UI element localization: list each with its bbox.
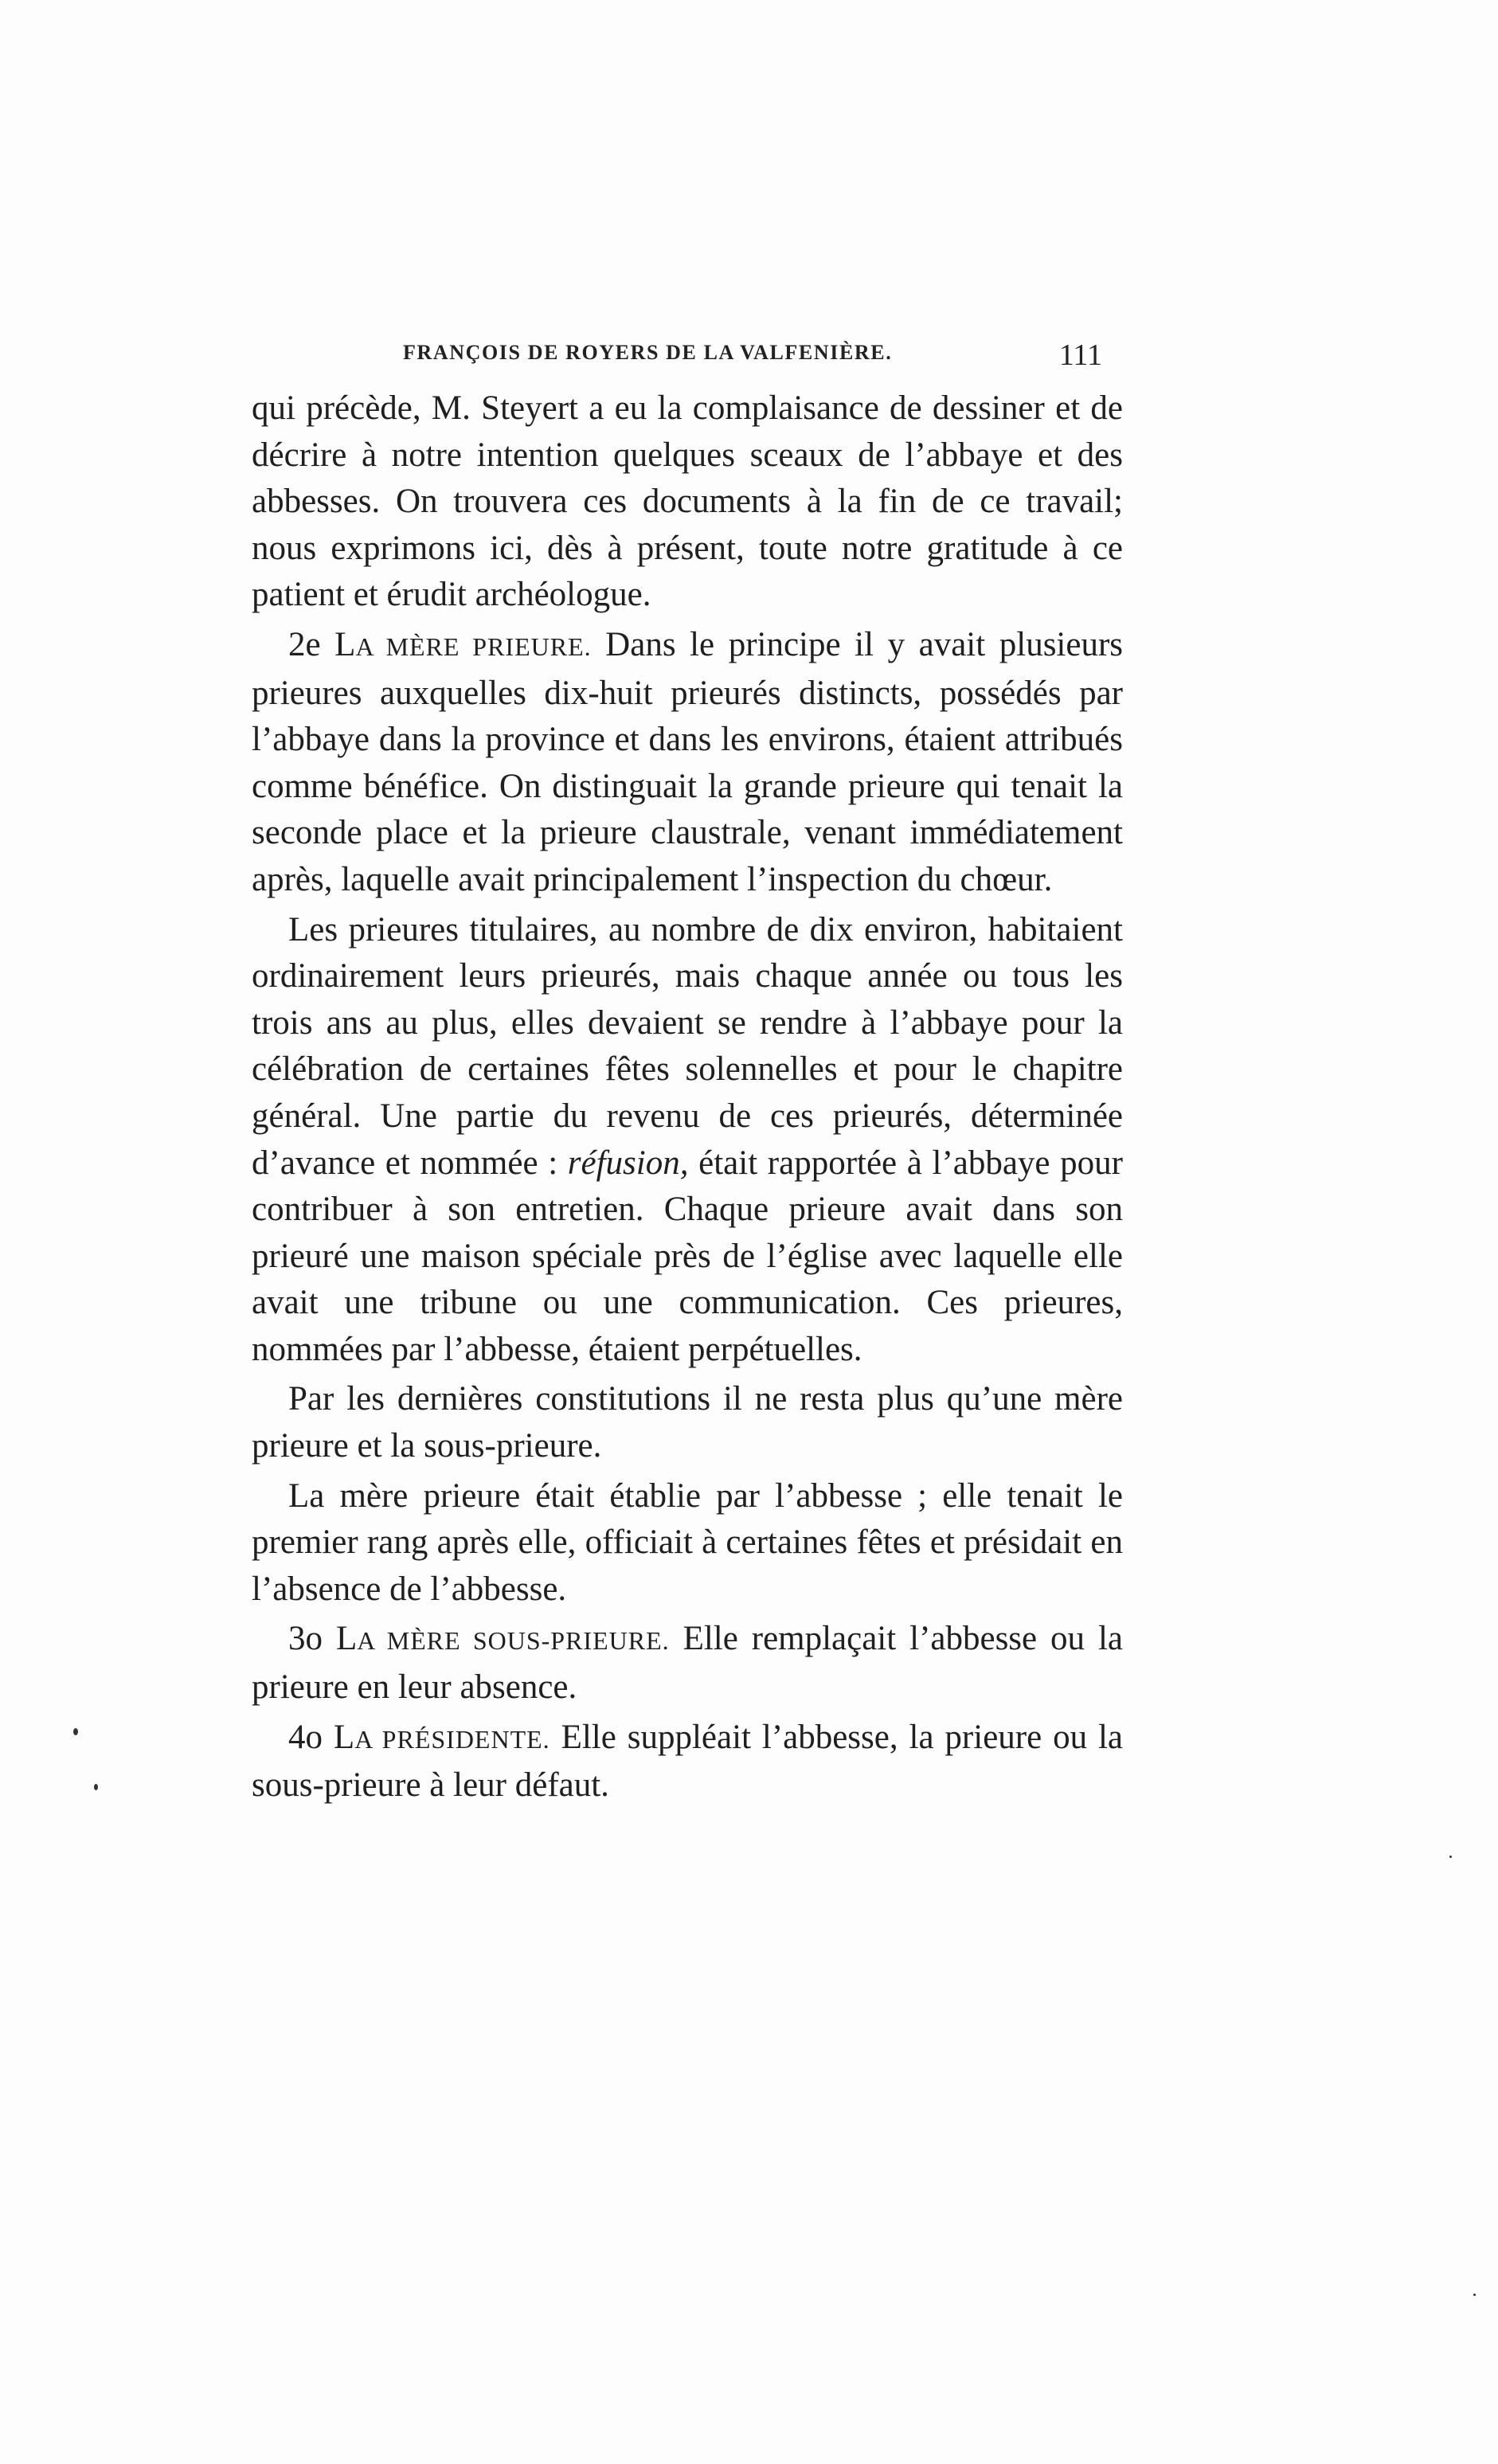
page-number: 111 — [1058, 338, 1102, 372]
paragraph-continuation: qui précède, M. Steyert a eu la complaisance de dessiner et de décrire à notre intention quelques sceaux de l’abbaye et des abbesses. On trouvera ces documents à la fin de ce travail; nous exprimons ici, dès à présent, toute notre gratitude à ce patient et érudit archéologue. — [252, 389, 1123, 614]
section-heading-initial: L — [335, 1620, 358, 1658]
section-heading: A MÈRE SOUS-PRIEURE. — [357, 1626, 670, 1656]
section-number: 4o — [288, 1718, 323, 1756]
italic-term: réfusion, — [567, 1144, 689, 1182]
paragraph-text: Dans le principe il y avait plusieurs prieures auxquelles dix-huit prieurés distincts, possédés par l’abbaye dans la province et dans les environs, étaient attribués comme bénéfice. On distinguait la grande prieure qui tenait la seconde place et la prieure claustrale, venant immédiatement après, laquelle avait principalement l’inspection du chœur. — [252, 625, 1124, 898]
paragraph-sous-prieure — [252, 1616, 1123, 1711]
paragraph-prieures-titulaires — [252, 907, 1123, 1374]
section-heading-initial: L — [333, 1718, 355, 1756]
ink-speck — [1449, 1856, 1452, 1858]
paragraph-mere-prieure-etablie: La mère prieure était établie par l’abbesse ; elle tenait le premier rang après elle, officiait à certaines fêtes et présidait en l’absence de l’abbesse. — [252, 1476, 1123, 1608]
page-header — [252, 338, 1123, 379]
section-heading: A PRÉSIDENTE. — [354, 1724, 550, 1754]
ink-speck — [94, 1784, 98, 1790]
ink-speck — [73, 1728, 78, 1735]
paragraph-presidente — [252, 1715, 1123, 1809]
section-heading-initial: L — [334, 625, 356, 663]
paragraph-text: était rapportée à l’abbaye pour contribuer à son entretien. Chaque prieure avait dans son prieuré une maison spéciale près de l’église avec laquelle elle avait une tribune ou une communication. Ces prieures, nommées par l’abbesse, étaient perpétuelles. — [252, 1144, 1123, 1368]
section-number: 2e — [288, 625, 321, 663]
section-number: 3o — [288, 1620, 323, 1658]
paragraph-dernieres-constitutions: Par les dernières constitutions il ne resta plus qu’une mère prieure et la sous-prieure. — [252, 1380, 1123, 1465]
ink-speck — [1473, 2294, 1476, 2296]
paragraph-text: Elle suppléait l’abbesse, la prieure ou la sous-prieure à leur défaut. — [252, 1718, 1124, 1805]
section-heading: A MÈRE PRIEURE. — [355, 632, 592, 661]
running-head: FRANÇOIS DE ROYERS DE LA VALFENIÈRE. — [403, 341, 893, 364]
paragraph-text: Les prieures titulaires, au nombre de dix environ, habitaient ordinairement leurs prieurés, mais chaque année ou tous les trois ans au plus, elles devaient se rendre à l’abbaye pour la célébration de certaines fêtes solennelles et pour le chapitre général. Une partie du revenu de ces prieurés, déterminée d’avance et nommée : — [252, 910, 1123, 1182]
paragraph-mere-prieure — [252, 622, 1123, 904]
paragraph-text: Elle remplaçait l’abbesse ou la prieure en leur absence. — [252, 1620, 1124, 1707]
body-text — [252, 385, 1123, 1809]
